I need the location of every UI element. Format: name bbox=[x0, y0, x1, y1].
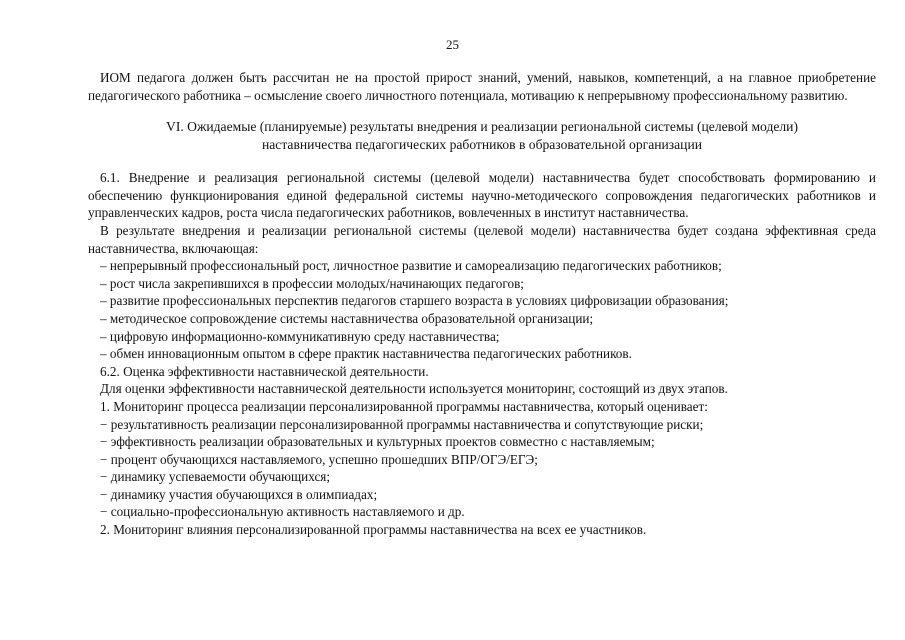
paragraph-monitoring: Для оценки эффективности наставнической деятельности используется мониторинг, состоящий из двух этапов. bbox=[100, 381, 728, 397]
section-heading-line-2: наставничества педагогических работников в образовательной организации bbox=[261, 137, 703, 153]
list-item: − эффективность реализации образовательных и культурных проектов совместно с наставляемым; bbox=[100, 434, 655, 450]
list-item: − динамику успеваемости обучающихся; bbox=[100, 469, 331, 485]
list-item: – цифровую информационно-коммуникативную среду наставничества; bbox=[100, 328, 500, 344]
list-item: – методическое сопровождение системы наставничества образовательной организации; bbox=[100, 310, 594, 326]
page-number: 25 bbox=[446, 37, 459, 52]
list-item: – развитие профессиональных перспектив педагогов старшего возраста в условиях цифровизации образования; bbox=[100, 293, 729, 309]
list-item: − процент обучающихся наставляемого, успешно прошедших ВПР/ОГЭ/ЕГЭ; bbox=[100, 451, 538, 467]
paragraph-environment: В результате внедрения и реализации региональной системы (целевой модели) наставничества будет создана эффективная среда наставничества, включающая: bbox=[88, 222, 876, 256]
stage-1-list bbox=[88, 416, 876, 522]
environment-list bbox=[88, 257, 876, 363]
intro-paragraph: ИОМ педагога должен быть рассчитан не на простой прирост знаний, умений, навыков, компетенций, а на главное приобретение педагогического работника – осмысление своего личностного потенциала, мотивацию к непрерывному профессиональному развитию. bbox=[88, 70, 876, 103]
paragraph-6-1: 6.1. Внедрение и реализация региональной системы (целевой модели) наставничества будет способствовать формированию и обеспечению функционирования единой федеральной системы научно-методического сопровождения педагогических работников и управленческих кадров, роста числа педагогических работников, вовлеченных в институт наставничества. bbox=[88, 170, 876, 221]
section-heading bbox=[88, 118, 876, 154]
list-item: – непрерывный профессиональный рост, личностное развитие и самореализацию педагогических работников; bbox=[100, 258, 722, 274]
monitoring-stage-1: 1. Мониторинг процесса реализации персонализированной программы наставничества, который оценивает: bbox=[100, 398, 708, 414]
section-heading-line-1: VI. Ожидаемые (планируемые) результаты внедрения и реализации региональной системы (целевой модели) bbox=[166, 119, 798, 135]
monitoring-stage-2: 2. Мониторинг влияния персонализированной программы наставничества на всех ее участников. bbox=[100, 522, 647, 538]
list-item: – рост числа закрепившихся в профессии молодых/начинающих педагогов; bbox=[100, 275, 524, 291]
page-content bbox=[88, 69, 876, 539]
list-item: – обмен инновационным опытом в сфере практик наставничества педагогических работников. bbox=[100, 346, 632, 362]
list-item: − результативность реализации персонализированной программы наставничества и сопутствующие риски; bbox=[100, 416, 704, 432]
list-item: − социально-профессиональную активность наставляемого и др. bbox=[100, 504, 465, 520]
list-item: − динамику участия обучающихся в олимпиадах; bbox=[100, 486, 378, 502]
paragraph-6-2: 6.2. Оценка эффективности наставнической деятельности. bbox=[100, 363, 429, 379]
